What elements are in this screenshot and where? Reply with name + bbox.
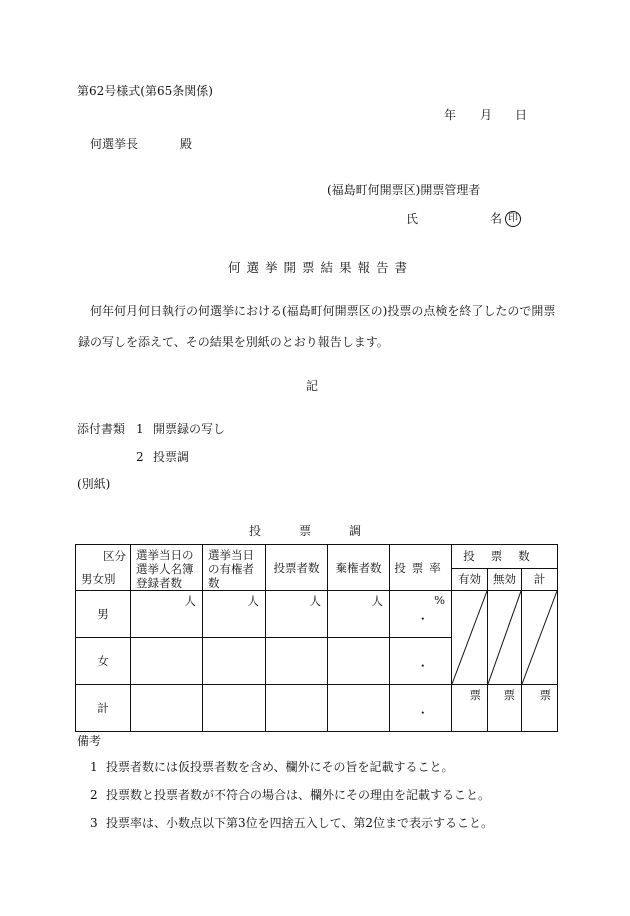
addressee-honorific: 殿 xyxy=(180,137,193,151)
name-label-2: 名 xyxy=(490,211,503,226)
note-text: 投票率は、小数点以下第3位を四捨五入して、第2位まで表示すること。 xyxy=(106,816,494,830)
division-bottom: 男女別 xyxy=(81,572,116,586)
cell-invalid-total[interactable] xyxy=(488,685,522,732)
attachment-text: 投票調 xyxy=(153,450,190,464)
attachment-num: 2 xyxy=(136,450,144,464)
sub-valid-header: 有効 xyxy=(452,568,488,591)
cell-eligible[interactable] xyxy=(203,591,266,638)
ki-label: 記 xyxy=(306,379,319,393)
unit-person: 人 xyxy=(309,594,321,608)
attachment-num: 1 xyxy=(136,422,144,436)
table-title: 投票調 xyxy=(249,524,400,538)
unit-person: 人 xyxy=(184,594,196,608)
cell-registered[interactable] xyxy=(131,685,203,732)
sender-role: (福島町何開票区)開票管理者 xyxy=(327,183,481,197)
strike-line xyxy=(522,591,557,684)
unit-ticket: 票 xyxy=(469,688,481,702)
decimal-dot: ・ xyxy=(417,612,429,626)
form-number: 第62号様式(第65条関係) xyxy=(77,84,213,98)
cell-voters[interactable] xyxy=(266,591,328,638)
attachments-label: 添付書類 xyxy=(77,422,126,436)
cell-valid-struck xyxy=(452,591,488,685)
cell-total-struck xyxy=(522,591,558,685)
col-ballots-header: 投票数 xyxy=(452,545,558,569)
row-label-total: 計 xyxy=(76,685,131,732)
cell-abstainers[interactable] xyxy=(328,638,390,685)
date-year: 年 xyxy=(444,108,457,122)
strike-line xyxy=(488,591,521,684)
date-month: 月 xyxy=(480,108,493,122)
col-voters-header: 投票者数 xyxy=(266,545,328,591)
col-registered-header: 選挙当日の選挙人名簿登録者数 xyxy=(131,545,203,591)
division-header xyxy=(76,545,131,591)
notes-heading: 備考 xyxy=(77,734,102,748)
col-eligible-header: 選挙当日の有権者数 xyxy=(203,545,266,591)
cell-abstainers[interactable] xyxy=(328,685,390,732)
col-rate-header: 投票率 xyxy=(390,545,452,591)
col-abstainers-header: 棄権者数 xyxy=(328,545,390,591)
cell-voters[interactable] xyxy=(266,685,328,732)
sub-invalid-header: 無効 xyxy=(488,568,522,591)
cell-eligible[interactable] xyxy=(203,685,266,732)
cell-valid-total[interactable] xyxy=(452,685,488,732)
division-top: 区分 xyxy=(103,549,126,563)
cell-rate[interactable] xyxy=(390,591,452,638)
attachment-text: 開票録の写し xyxy=(153,422,226,436)
cell-invalid-struck xyxy=(488,591,522,685)
note-text: 投票数と投票者数が不符合の場合は、欄外にその理由を記載すること。 xyxy=(106,788,491,802)
cell-registered[interactable] xyxy=(131,638,203,685)
cell-rate[interactable] xyxy=(390,638,452,685)
date-day: 日 xyxy=(515,108,528,122)
cell-registered[interactable] xyxy=(131,591,203,638)
cell-abstainers[interactable] xyxy=(328,591,390,638)
body-paragraph xyxy=(78,296,556,358)
cell-total-total[interactable] xyxy=(522,685,558,732)
note-num: 2 xyxy=(90,788,98,802)
cell-eligible[interactable] xyxy=(203,638,266,685)
appendix-label: (別紙) xyxy=(77,477,111,491)
note-text: 投票者数には仮投票者数を含め、欄外にその旨を記載すること。 xyxy=(106,760,454,774)
unit-ticket: 票 xyxy=(539,688,552,702)
name-block xyxy=(490,211,521,227)
decimal-dot: ・ xyxy=(417,659,429,673)
name-label-1: 氏 xyxy=(406,212,419,226)
decimal-dot: ・ xyxy=(417,706,429,720)
row-label-male: 男 xyxy=(76,591,131,638)
row-label-female: 女 xyxy=(76,638,131,685)
strike-line xyxy=(452,591,487,684)
unit-person: 人 xyxy=(371,594,383,608)
document-title: 何選挙開票結果報告書 xyxy=(228,260,414,275)
note-num: 3 xyxy=(90,816,98,830)
body-text: 何年何月何日執行の何選挙における(福島町何開票区の)投票の点検を終了したので開票録の写しを添えて、その結果を別紙のとおり報告します。 xyxy=(78,304,556,349)
sub-total-header: 計 xyxy=(522,568,558,591)
note-num: 1 xyxy=(90,760,98,774)
results-table xyxy=(75,544,558,732)
cell-rate[interactable] xyxy=(390,685,452,732)
addressee-title: 何選挙長 xyxy=(90,137,139,151)
seal-mark: 印 xyxy=(505,211,521,227)
unit-ticket: 票 xyxy=(503,688,515,702)
cell-voters[interactable] xyxy=(266,638,328,685)
unit-person: 人 xyxy=(247,594,259,608)
unit-percent: % xyxy=(434,593,445,607)
